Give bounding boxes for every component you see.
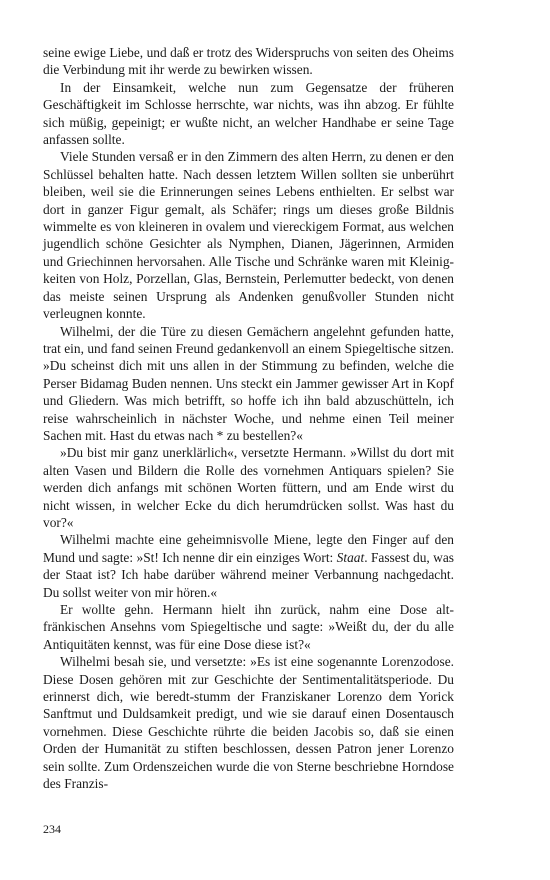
paragraph-staat: Wilhelmi machte eine geheimnisvolle Miene, legte den Finger auf den Mund und sagte: »St! Ich nenne dir ein einziges Wort: Staat. Fassest du, was der Staat ist? Ich habe darüber während meiner Verbannung nachgedacht. Du sollst weiter von mir hören.« <box>43 532 454 600</box>
paragraph-hermann-reply: »Du bist mir ganz unerklärlich«, versetzte Hermann. »Willst du dort mit alten Vasen und Bildern die Rolle des vornehmen Antiquars spielen? Sie werden dich anfangs mit schönen Worten füttern, und am Ende wirst du nicht wissen, in welcher Ecke du dich herumdrücken sollst. Was hast du vor?« <box>43 445 454 530</box>
page-number: 234 <box>43 822 61 836</box>
paragraph-wilhelmi-enters: Wilhelmi, der die Türe zu diesen Gemächern angelehnt gefunden hatte, trat ein, und fand seinen Freund gedankenvoll an einem Spiegeltische sitzen. »Du scheinst dich mit uns allen in der Stimmung zu befinden, welche die Perser Bidamag Buden nennen. Uns steckt ein Jammer gewisser Art in Kopf und Gliedern. Was mich betrifft, so hoffe ich ihn bald abzuschütteln, ich reise wahrscheinlich in nächster Woche, und nehme einen Teil meiner Sachen mit. Hast du etwas nach * zu bestellen?« <box>43 323 454 443</box>
paragraph-continuation: seine ewige Liebe, und daß er trotz des Widerspruchs von seiten des Oheims die Verbindung mit ihr werde zu bewirken wissen. <box>43 45 454 78</box>
paragraph-einsamkeit: In der Einsamkeit, welche nun zum Gegensatze der früheren Geschäftigkeit im Schlosse herrschte, war nichts, was ihn abzog. Er fühlte sich müßig, gepeinigt; er wußte nicht, an welcher Handhabe er seine Tage anfassen sollte. <box>43 79 454 148</box>
paragraph-dose: Er wollte gehn. Hermann hielt ihn zurück, nahm eine Dose altfränkischen Ansehns vom Spiegeltische und sagte: »Weißt du, der du alle Antiquitäten kennst, was für eine Dose diese ist?« <box>43 602 454 652</box>
page-body <box>43 44 454 792</box>
emphasis-staat: Staat <box>336 549 365 565</box>
paragraph-lorenzodose: Wilhelmi besah sie, und versetzte: »Es ist eine sogenannte Lorenzodose. Diese Dosen gehören mit zur Geschichte der Sentimentalitätsperiode. Du erinnerst dich, wie beredt-stumm der Franziskaner Lorenzo dem Yorick Sanftmut und Duldsamkeit predigt, und wie sie darauf einen Dosentausch vornehmen. Diese Geschichte rührte die beiden Jacobis so, daß sie einen Orden der Humanität zu stiften beschlossen, dessen Patron jener Lorenzo sein sollte. Zum Ordenszeichen wurde die von Sterne beschriebne Horndose des Franzis- <box>43 654 454 792</box>
paragraph-zimmern: Viele Stunden versaß er in den Zimmern des alten Herrn, zu denen er den Schlüssel behalten hatte. Nach dessen letztem Willen sollten sie unberührt bleiben, weil sie die Erinnerungen seines Lebens enthielten. Er selbst war dort in ganzer Figur gemalt, als Schäfer; rings um dieses große Bildnis wimmelte es von kleineren in ovalem und viereckigem Format, aus welchen jugendlich schöne Gesichter als Nymphen, Dianen, Jägerinnen, Armiden und Griechinnen hervorsahen. Alle Tische und Schränke waren mit Kleinigkeiten von Holz, Porzellan, Glas, Bernstein, Perlemutter bedeckt, von denen das meiste seinen Ursprung als Andenken genußvoller Stunden nicht verleugnen konnte. <box>43 149 454 322</box>
